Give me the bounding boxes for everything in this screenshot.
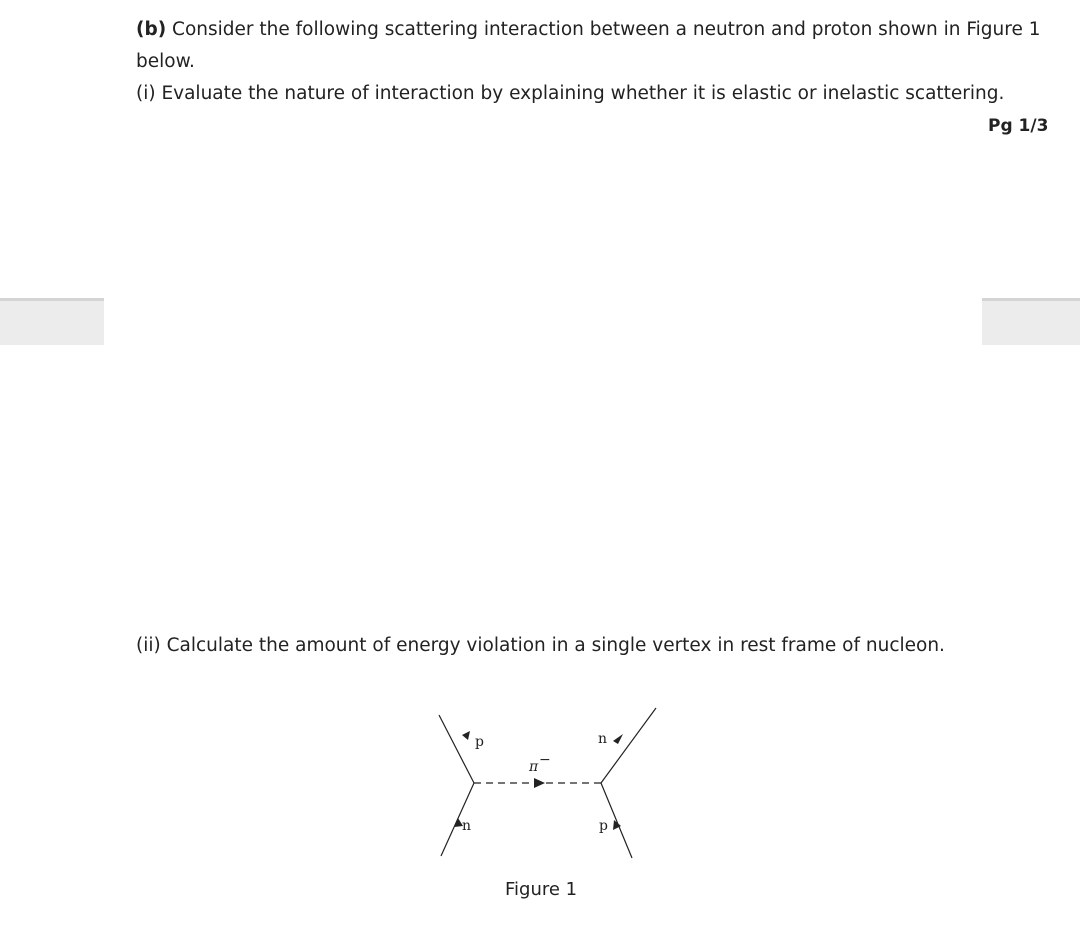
part-b-text: Consider the following scattering interaction between a neutron and proton shown in Figure 1	[172, 19, 1041, 40]
line-left-top	[439, 715, 474, 783]
figure-caption: Figure 1	[505, 879, 578, 900]
label-n-bottom: n	[462, 818, 472, 834]
arrow-n-out	[613, 734, 623, 744]
page-indicator: Pg 1/3	[988, 116, 1049, 136]
question-b-line	[136, 18, 1040, 42]
question-i: (i) Evaluate the nature of interaction by explaining whether it is elastic or inelastic scattering.	[136, 83, 1005, 104]
label-p-bottom: p	[599, 818, 608, 834]
pion-arrow	[534, 778, 545, 788]
feynman-diagram	[428, 706, 660, 862]
label-pion: π	[529, 759, 539, 775]
page-gutter-right	[982, 298, 1080, 345]
label-n-top: n	[598, 731, 608, 747]
question-ii: (ii) Calculate the amount of energy violation in a single vertex in rest frame of nucleon.	[136, 635, 945, 656]
question-b-continuation: below.	[136, 51, 195, 72]
line-right-top	[601, 708, 656, 783]
arrow-p-out	[462, 731, 470, 740]
part-b-label: (b)	[136, 19, 167, 40]
label-p-top: p	[475, 734, 484, 750]
page-gutter-left	[0, 298, 104, 345]
label-pion-charge: −	[539, 752, 551, 768]
